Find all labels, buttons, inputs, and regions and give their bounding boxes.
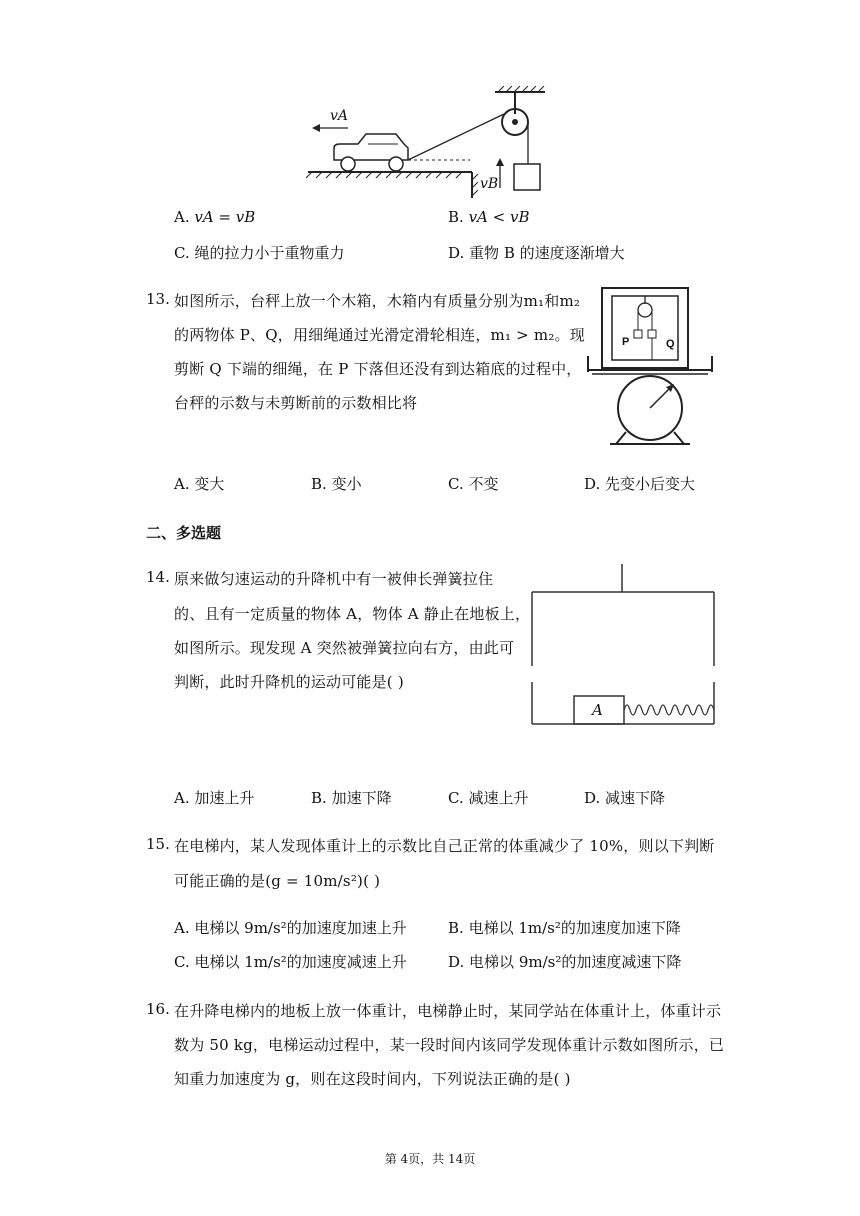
option-letter: B.	[448, 208, 464, 226]
q12-option-a[interactable]	[174, 208, 255, 226]
q12-label-vb: vB	[480, 176, 499, 192]
q13-line-2: 的两物体 P、Q，用细绳通过光滑定滑轮相连，m₁ > m₂。现	[174, 326, 585, 344]
q13-option-d[interactable]	[584, 473, 695, 494]
q13-option-c[interactable]	[448, 473, 499, 494]
q15-option-b[interactable]	[448, 917, 681, 938]
q12-figure	[300, 86, 550, 198]
option-text: 加速下降	[331, 789, 392, 807]
page-footer: 第 4页，共 14页	[384, 1152, 476, 1166]
q12-option-b[interactable]	[448, 208, 530, 226]
option-letter: D.	[584, 789, 601, 807]
q13-option-b[interactable]	[311, 473, 362, 494]
option-text: vA < vB	[468, 208, 530, 226]
q14-line-4: 判断，此时升降机的运动可能是( )	[174, 673, 404, 691]
q14-option-c[interactable]	[448, 787, 529, 808]
q15-option-a[interactable]	[174, 917, 407, 938]
q12-label-va: vA	[330, 108, 349, 124]
option-text: 电梯以 1m/s²的加速度减速上升	[194, 953, 407, 971]
option-text: 绳的拉力小于重物重力	[194, 244, 345, 262]
q16-line-1: 在升降电梯内的地板上放一体重计，电梯静止时，某同学站在体重计上，体重计示	[174, 1002, 722, 1020]
option-text: 电梯以 9m/s²的加速度加速上升	[194, 919, 407, 937]
option-letter: A.	[174, 475, 190, 493]
option-letter: D.	[584, 475, 601, 493]
q14-line-1: 原来做匀速运动的升降机中有一被伸长弹簧拉住	[174, 570, 494, 588]
option-text: vA = vB	[194, 208, 256, 226]
q15-line-1: 在电梯内，某人发现体重计上的示数比自己正常的体重减少了 10%，则以下判断	[174, 837, 715, 855]
q14-label-a: A	[592, 701, 603, 719]
q14-figure	[524, 562, 724, 730]
option-letter: A.	[174, 208, 190, 226]
q12-option-c[interactable]	[174, 242, 345, 263]
option-letter: B.	[311, 789, 327, 807]
q16-line-2: 数为 50 kg，电梯运动过程中，某一段时间内该同学发现体重计示数如图所示，已	[174, 1036, 725, 1054]
q14-line-2: 的、且有一定质量的物体 A，物体 A 静止在地板上，	[174, 605, 531, 623]
option-letter: C.	[174, 953, 190, 971]
q13-line-4: 台秤的示数与未剪断前的示数相比将	[174, 394, 418, 412]
option-text: 变大	[194, 475, 225, 493]
q15-option-d[interactable]	[448, 951, 681, 972]
section-heading: 二、多选题	[146, 524, 222, 542]
q14-option-a[interactable]	[174, 787, 254, 808]
option-text: 电梯以 9m/s²的加速度减速下降	[469, 953, 682, 971]
q16-line-3: 知重力加速度为 g，则在这段时间内，下列说法正确的是( )	[174, 1070, 571, 1088]
q15-number: 15.	[146, 835, 170, 853]
option-letter: C.	[448, 475, 464, 493]
option-text: 变小	[331, 475, 362, 493]
q13-line-1: 如图所示，台秤上放一个木箱，木箱内有质量分别为m₁和m₂	[174, 292, 581, 310]
option-letter: C.	[448, 789, 464, 807]
option-letter: D.	[448, 953, 465, 971]
option-text: 重物 B 的速度逐渐增大	[469, 244, 625, 262]
q15-option-c[interactable]	[174, 951, 407, 972]
q13-line-3: 剪断 Q 下端的细绳，在 P 下落但还没有到达箱底的过程中，	[174, 360, 582, 378]
option-letter: A.	[174, 919, 190, 937]
option-text: 先变小后变大	[605, 475, 696, 493]
option-letter: C.	[174, 244, 190, 262]
option-text: 减速上升	[468, 789, 529, 807]
q13-label-p: P	[622, 336, 630, 348]
option-text: 减速下降	[605, 789, 666, 807]
q14-number: 14.	[146, 568, 170, 586]
option-text: 不变	[468, 475, 499, 493]
option-text: 电梯以 1m/s²的加速度加速下降	[468, 919, 681, 937]
q14-option-d[interactable]	[584, 787, 665, 808]
option-letter: A.	[174, 789, 190, 807]
option-letter: D.	[448, 244, 465, 262]
option-letter: B.	[311, 475, 327, 493]
q12-option-d[interactable]	[448, 242, 625, 263]
q13-label-q: Q	[666, 338, 675, 350]
option-letter: B.	[448, 919, 464, 937]
q16-number: 16.	[146, 1000, 170, 1018]
q13-option-a[interactable]	[174, 473, 224, 494]
q15-line-2: 可能正确的是(g = 10m/s²)( )	[174, 872, 381, 890]
q14-option-b[interactable]	[311, 787, 392, 808]
q13-figure	[586, 284, 718, 446]
option-text: 加速上升	[194, 789, 255, 807]
q14-line-3: 如图所示。现发现 A 突然被弹簧拉向右方，由此可	[174, 639, 515, 657]
q13-number: 13.	[146, 290, 170, 308]
